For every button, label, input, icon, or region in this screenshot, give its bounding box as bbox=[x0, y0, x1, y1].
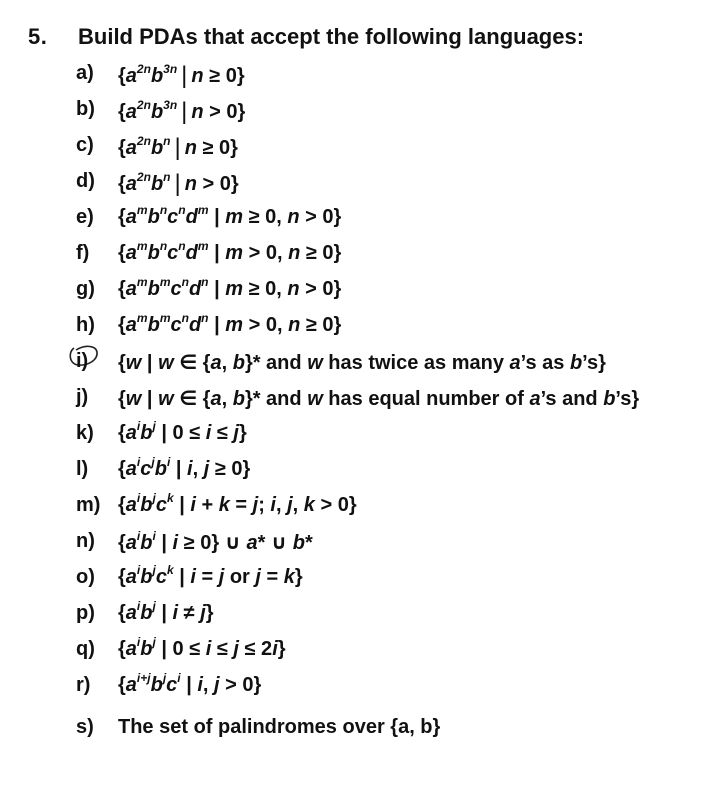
item-text: {$a^ib^j$ | i ≠ j} bbox=[118, 599, 214, 624]
item-label: s) bbox=[76, 716, 94, 738]
item-label: e) bbox=[76, 206, 94, 228]
item-label: h) bbox=[76, 314, 95, 336]
item-label: a) bbox=[76, 62, 94, 84]
item-text: {w | w ∈ {a, b}* and w has twice as many a’s as b’s} bbox=[118, 352, 606, 374]
item-text: {$a^{2n}b^{3n}$ | n > 0} bbox=[118, 98, 246, 125]
item-label: f) bbox=[76, 242, 90, 264]
list-item bbox=[0, 563, 716, 602]
list-item bbox=[0, 671, 716, 710]
item-text: The set of palindromes over {a, b} bbox=[118, 716, 441, 738]
item-text: {$a^ib^jc^k$ | i + k = j; i, j, k > 0} bbox=[118, 491, 357, 516]
item-label: q) bbox=[76, 638, 95, 660]
list-item bbox=[0, 239, 716, 278]
list-item bbox=[0, 98, 716, 134]
item-label: d) bbox=[76, 170, 95, 192]
item-label: l) bbox=[76, 458, 89, 480]
list-item bbox=[0, 419, 716, 458]
list-item bbox=[0, 62, 716, 98]
list-item bbox=[0, 203, 716, 242]
item-text: {$a^mb^mc^nd^n$ | m > 0, n ≥ 0} bbox=[118, 311, 342, 336]
item-text: {$a^{i+j}b^jc^i$ | i, j > 0} bbox=[118, 671, 262, 696]
list-item bbox=[0, 170, 716, 206]
item-label: m) bbox=[76, 494, 101, 516]
item-label: g) bbox=[76, 278, 95, 300]
item-text: {$a^ic^jb^i$ | i, j ≥ 0} bbox=[118, 455, 251, 480]
item-label: c) bbox=[76, 134, 94, 156]
question-title: Build PDAs that accept the following languages: bbox=[78, 24, 585, 49]
item-text: {$a^{2n}b^n$ | n > 0} bbox=[118, 170, 239, 197]
item-label: i) bbox=[76, 350, 89, 372]
list-item bbox=[0, 311, 716, 350]
list-item bbox=[0, 386, 716, 422]
list-item bbox=[0, 455, 716, 494]
list-item bbox=[0, 350, 716, 386]
list-item bbox=[0, 491, 716, 530]
list-item bbox=[0, 134, 716, 170]
item-label: p) bbox=[76, 602, 95, 624]
item-text: {w | w ∈ {a, b}* and w has equal number of a’s and b’s} bbox=[118, 388, 640, 410]
item-label: k) bbox=[76, 422, 94, 444]
item-text: {$a^mb^nc^nd^m$ | m > 0, n ≥ 0} bbox=[118, 239, 342, 264]
list-item bbox=[0, 530, 716, 566]
item-label: n) bbox=[76, 530, 95, 552]
item-text: {$a^mb^mc^nd^n$ | m ≥ 0, n > 0} bbox=[118, 275, 342, 300]
item-text: {$a^ib^j$ | 0 ≤ i ≤ j} bbox=[118, 419, 247, 444]
item-text: {$a^ib^i$ | i ≥ 0} ∪ a* ∪ b* bbox=[118, 529, 313, 554]
item-text: {$a^{2n}b^{3n}$ | n ≥ 0} bbox=[118, 62, 245, 89]
question-number: 5. bbox=[28, 24, 48, 49]
item-label: r) bbox=[76, 674, 91, 696]
item-text: {$a^mb^nc^nd^m$ | m ≥ 0, n > 0} bbox=[118, 203, 342, 228]
item-label: b) bbox=[76, 98, 95, 120]
list-item bbox=[0, 635, 716, 674]
list-item bbox=[0, 599, 716, 638]
item-text: {$a^{2n}b^n$ | n ≥ 0} bbox=[118, 134, 238, 161]
list-item bbox=[0, 716, 716, 752]
item-label: o) bbox=[76, 566, 95, 588]
list-item bbox=[0, 275, 716, 314]
item-text: {$a^ib^j$ | 0 ≤ i ≤ j ≤ 2i} bbox=[118, 635, 286, 660]
item-label: j) bbox=[76, 386, 89, 408]
item-text: {$a^ib^jc^k$ | i = j or j = k} bbox=[118, 563, 303, 588]
